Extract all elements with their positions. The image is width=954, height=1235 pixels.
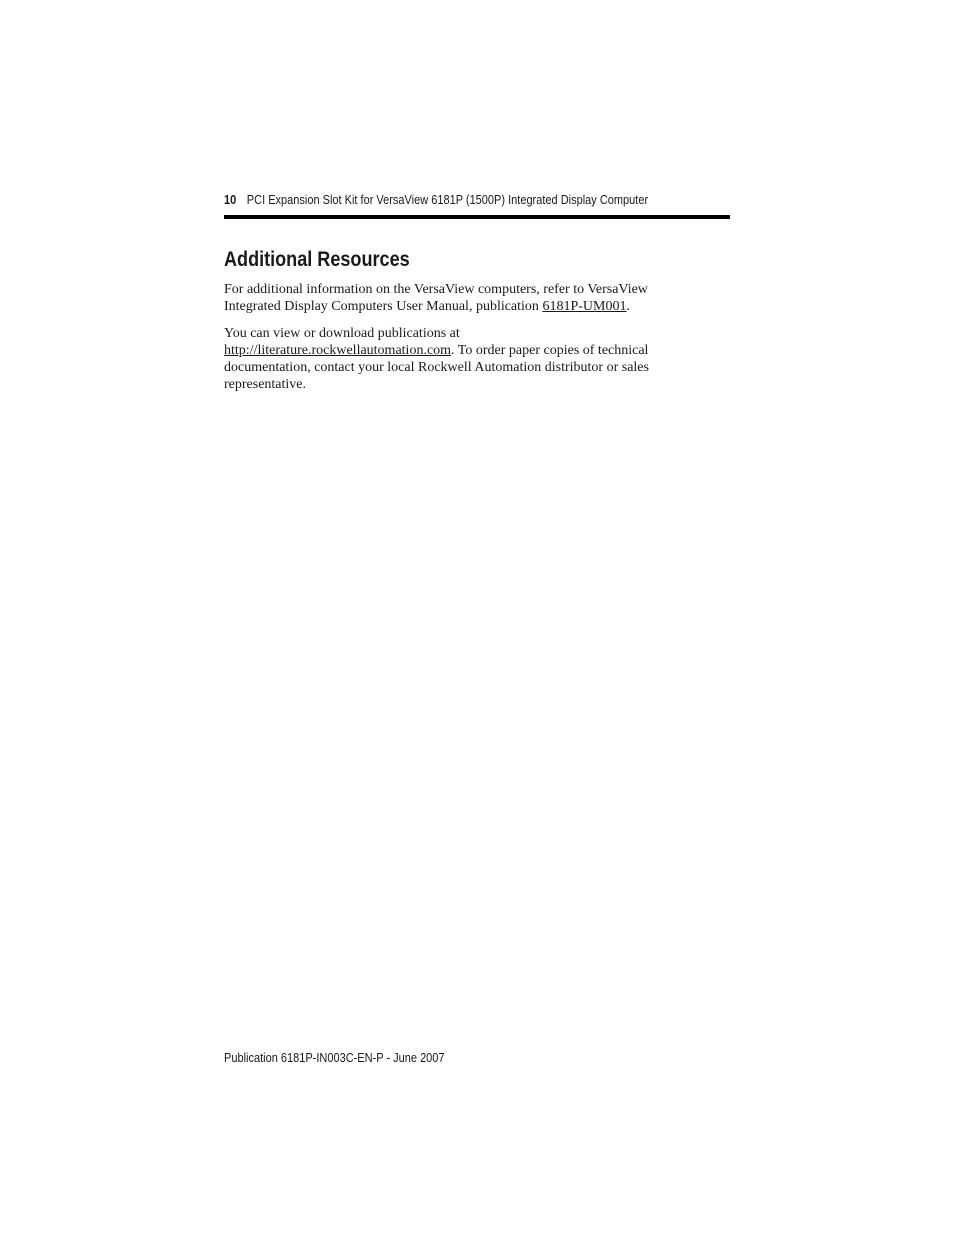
paragraph-additional-info bbox=[224, 281, 704, 315]
footer-publication: Publication 6181P-IN003C-EN-P - June 2007 bbox=[224, 1051, 445, 1065]
paragraph-1-end: . bbox=[626, 299, 630, 314]
paragraph-1-text: For additional information on the VersaView computers, refer to VersaView Integrated Display Computers User Manual, publication bbox=[224, 282, 648, 314]
paragraph-2-text: You can view or download publications at bbox=[224, 326, 460, 341]
paragraph-publications bbox=[224, 325, 704, 393]
header-rule bbox=[224, 215, 730, 219]
page-number: 10 bbox=[224, 193, 237, 207]
literature-website-link[interactable]: http://literature.rockwellautomation.com bbox=[224, 343, 452, 358]
section-title: Additional Resources bbox=[224, 248, 410, 271]
running-title: PCI Expansion Slot Kit for VersaView 6181P (1500P) Integrated Display Computer bbox=[246, 193, 649, 207]
paragraph-2-end: . To order paper copies of technical documentation, contact your local Rockwell Automation distributor or sales representative. bbox=[224, 343, 649, 392]
user-manual-link[interactable]: 6181P-UM001 bbox=[542, 299, 627, 314]
page-header bbox=[224, 191, 669, 209]
